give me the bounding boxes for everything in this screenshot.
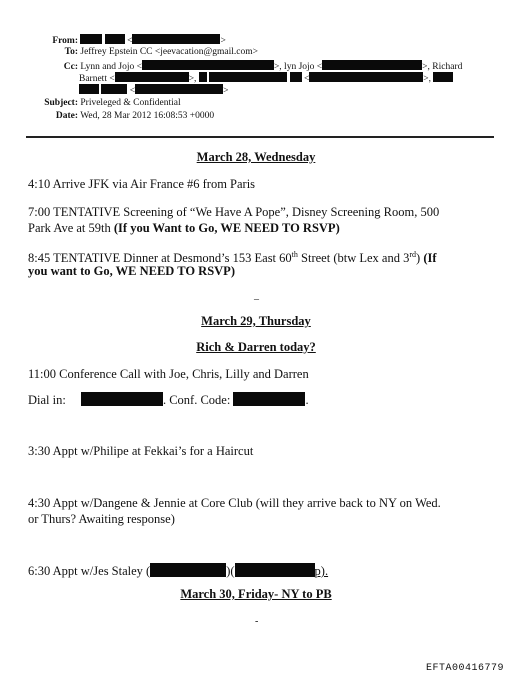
lt-bracket: < bbox=[129, 86, 136, 96]
day2-heading-text: March 29, Thursday bbox=[201, 314, 311, 328]
redaction bbox=[150, 563, 226, 577]
header-divider bbox=[26, 136, 494, 138]
dial-in-label: Dial in: bbox=[28, 393, 66, 407]
gt-bracket: > bbox=[223, 86, 229, 96]
redaction bbox=[433, 72, 453, 82]
cc-line2-prefix: Barnett < bbox=[79, 74, 115, 84]
day1-item3-bold: (If bbox=[423, 251, 437, 266]
day1-item3-c: ) bbox=[416, 251, 424, 266]
redaction bbox=[235, 563, 315, 577]
redaction bbox=[101, 84, 127, 94]
from-line bbox=[40, 34, 226, 47]
day2-item4 bbox=[28, 563, 328, 580]
date-value: Wed, 28 Mar 2012 16:08:53 +0000 bbox=[80, 111, 215, 121]
day3-heading-text: March 30, Friday- NY to PB bbox=[180, 587, 332, 601]
day3-heading bbox=[0, 587, 512, 602]
to-value: Jeffrey Epstein CC <jeevacation@gmail.com> bbox=[80, 47, 258, 57]
from-label: From: bbox=[52, 36, 78, 46]
day2-subheading-text: Rich & Darren today? bbox=[196, 340, 316, 354]
cc-label: Cc: bbox=[63, 62, 78, 72]
cc-part1: Lynn and Jojo < bbox=[80, 62, 142, 72]
cc-part3: >, Richard bbox=[422, 62, 463, 72]
bates-number: EFTA00416779 bbox=[425, 663, 504, 674]
separator-mark-2: - bbox=[255, 616, 259, 627]
redaction bbox=[115, 72, 189, 82]
separator-mark: _ bbox=[254, 290, 259, 301]
lt-bracket: < bbox=[127, 36, 133, 46]
superscript-rd: rd bbox=[409, 250, 417, 259]
day2-item1: 11:00 Conference Call with Joe, Chris, Lilly and Darren bbox=[28, 367, 309, 381]
day1-item2-line2 bbox=[28, 220, 340, 237]
cc-part2: >, lyn Jojo < bbox=[273, 62, 323, 72]
redaction bbox=[209, 72, 287, 82]
day2-heading bbox=[0, 314, 512, 329]
date-label: Date: bbox=[55, 111, 78, 121]
day1-item2-rsvp: (If you Want to Go, WE NEED TO RSVP) bbox=[113, 221, 340, 235]
redaction bbox=[135, 84, 223, 94]
redaction bbox=[81, 392, 163, 406]
day1-heading bbox=[0, 150, 512, 165]
cc-line-3 bbox=[79, 84, 228, 97]
day2-item2: 3:30 Appt w/Philipe at Fekkai’s for a Haircut bbox=[28, 444, 254, 458]
redaction bbox=[199, 72, 207, 82]
day2-item3-line1: 4:30 Appt w/Dangene & Jennie at Core Club (will they arrive back to NY on Wed. bbox=[28, 496, 441, 510]
date-line bbox=[40, 111, 214, 122]
redaction bbox=[290, 72, 302, 82]
day2-item4-end: p). bbox=[314, 564, 329, 578]
day1-item3-a: 8:45 TENTATIVE Dinner at Desmond’s 153 East 60 bbox=[28, 251, 292, 266]
day1-item2-line1: 7:00 TENTATIVE Screening of “We Have A Pope”, Disney Screening Room, 500 bbox=[28, 205, 440, 219]
redaction bbox=[79, 84, 99, 94]
to-line bbox=[40, 47, 258, 58]
day1-item3-line2: you want to Go, WE NEED TO RSVP) bbox=[28, 264, 235, 278]
conf-code-end: . bbox=[305, 393, 309, 407]
day2-item4-prefix: 6:30 Appt w/Jes Staley ( bbox=[28, 564, 151, 578]
redaction bbox=[309, 72, 423, 82]
day1-item1: 4:10 Arrive JFK via Air France #6 from Paris bbox=[28, 177, 256, 191]
lt-bracket: < bbox=[303, 74, 310, 84]
day1-item3-b: Street (btw Lex and 3 bbox=[297, 251, 410, 266]
day2-subheading bbox=[0, 340, 512, 355]
subject-value: Priveleged & Confidential bbox=[80, 98, 181, 108]
day1-item2-plain: Park Ave at 59th bbox=[28, 221, 114, 235]
subject-label: Subject: bbox=[44, 98, 78, 108]
redaction bbox=[105, 34, 125, 44]
redaction bbox=[322, 60, 422, 70]
subject-line bbox=[40, 98, 181, 109]
redaction bbox=[80, 34, 102, 44]
redaction bbox=[142, 60, 274, 70]
redaction bbox=[132, 34, 220, 44]
day2-item3-line2: or Thurs? Awaiting response) bbox=[28, 512, 175, 526]
redaction bbox=[233, 392, 305, 406]
cc-line2-sep: >, bbox=[188, 74, 197, 84]
dial-in-line bbox=[28, 392, 309, 409]
gt-bracket: > bbox=[220, 36, 226, 46]
day1-heading-text: March 28, Wednesday bbox=[196, 150, 316, 164]
cc-line2-end: >, bbox=[423, 74, 432, 84]
to-label: To: bbox=[64, 47, 78, 57]
conf-code-label: . Conf. Code: bbox=[162, 393, 231, 407]
day2-item4-mid: )( bbox=[226, 564, 235, 578]
superscript-th: th bbox=[291, 250, 298, 259]
